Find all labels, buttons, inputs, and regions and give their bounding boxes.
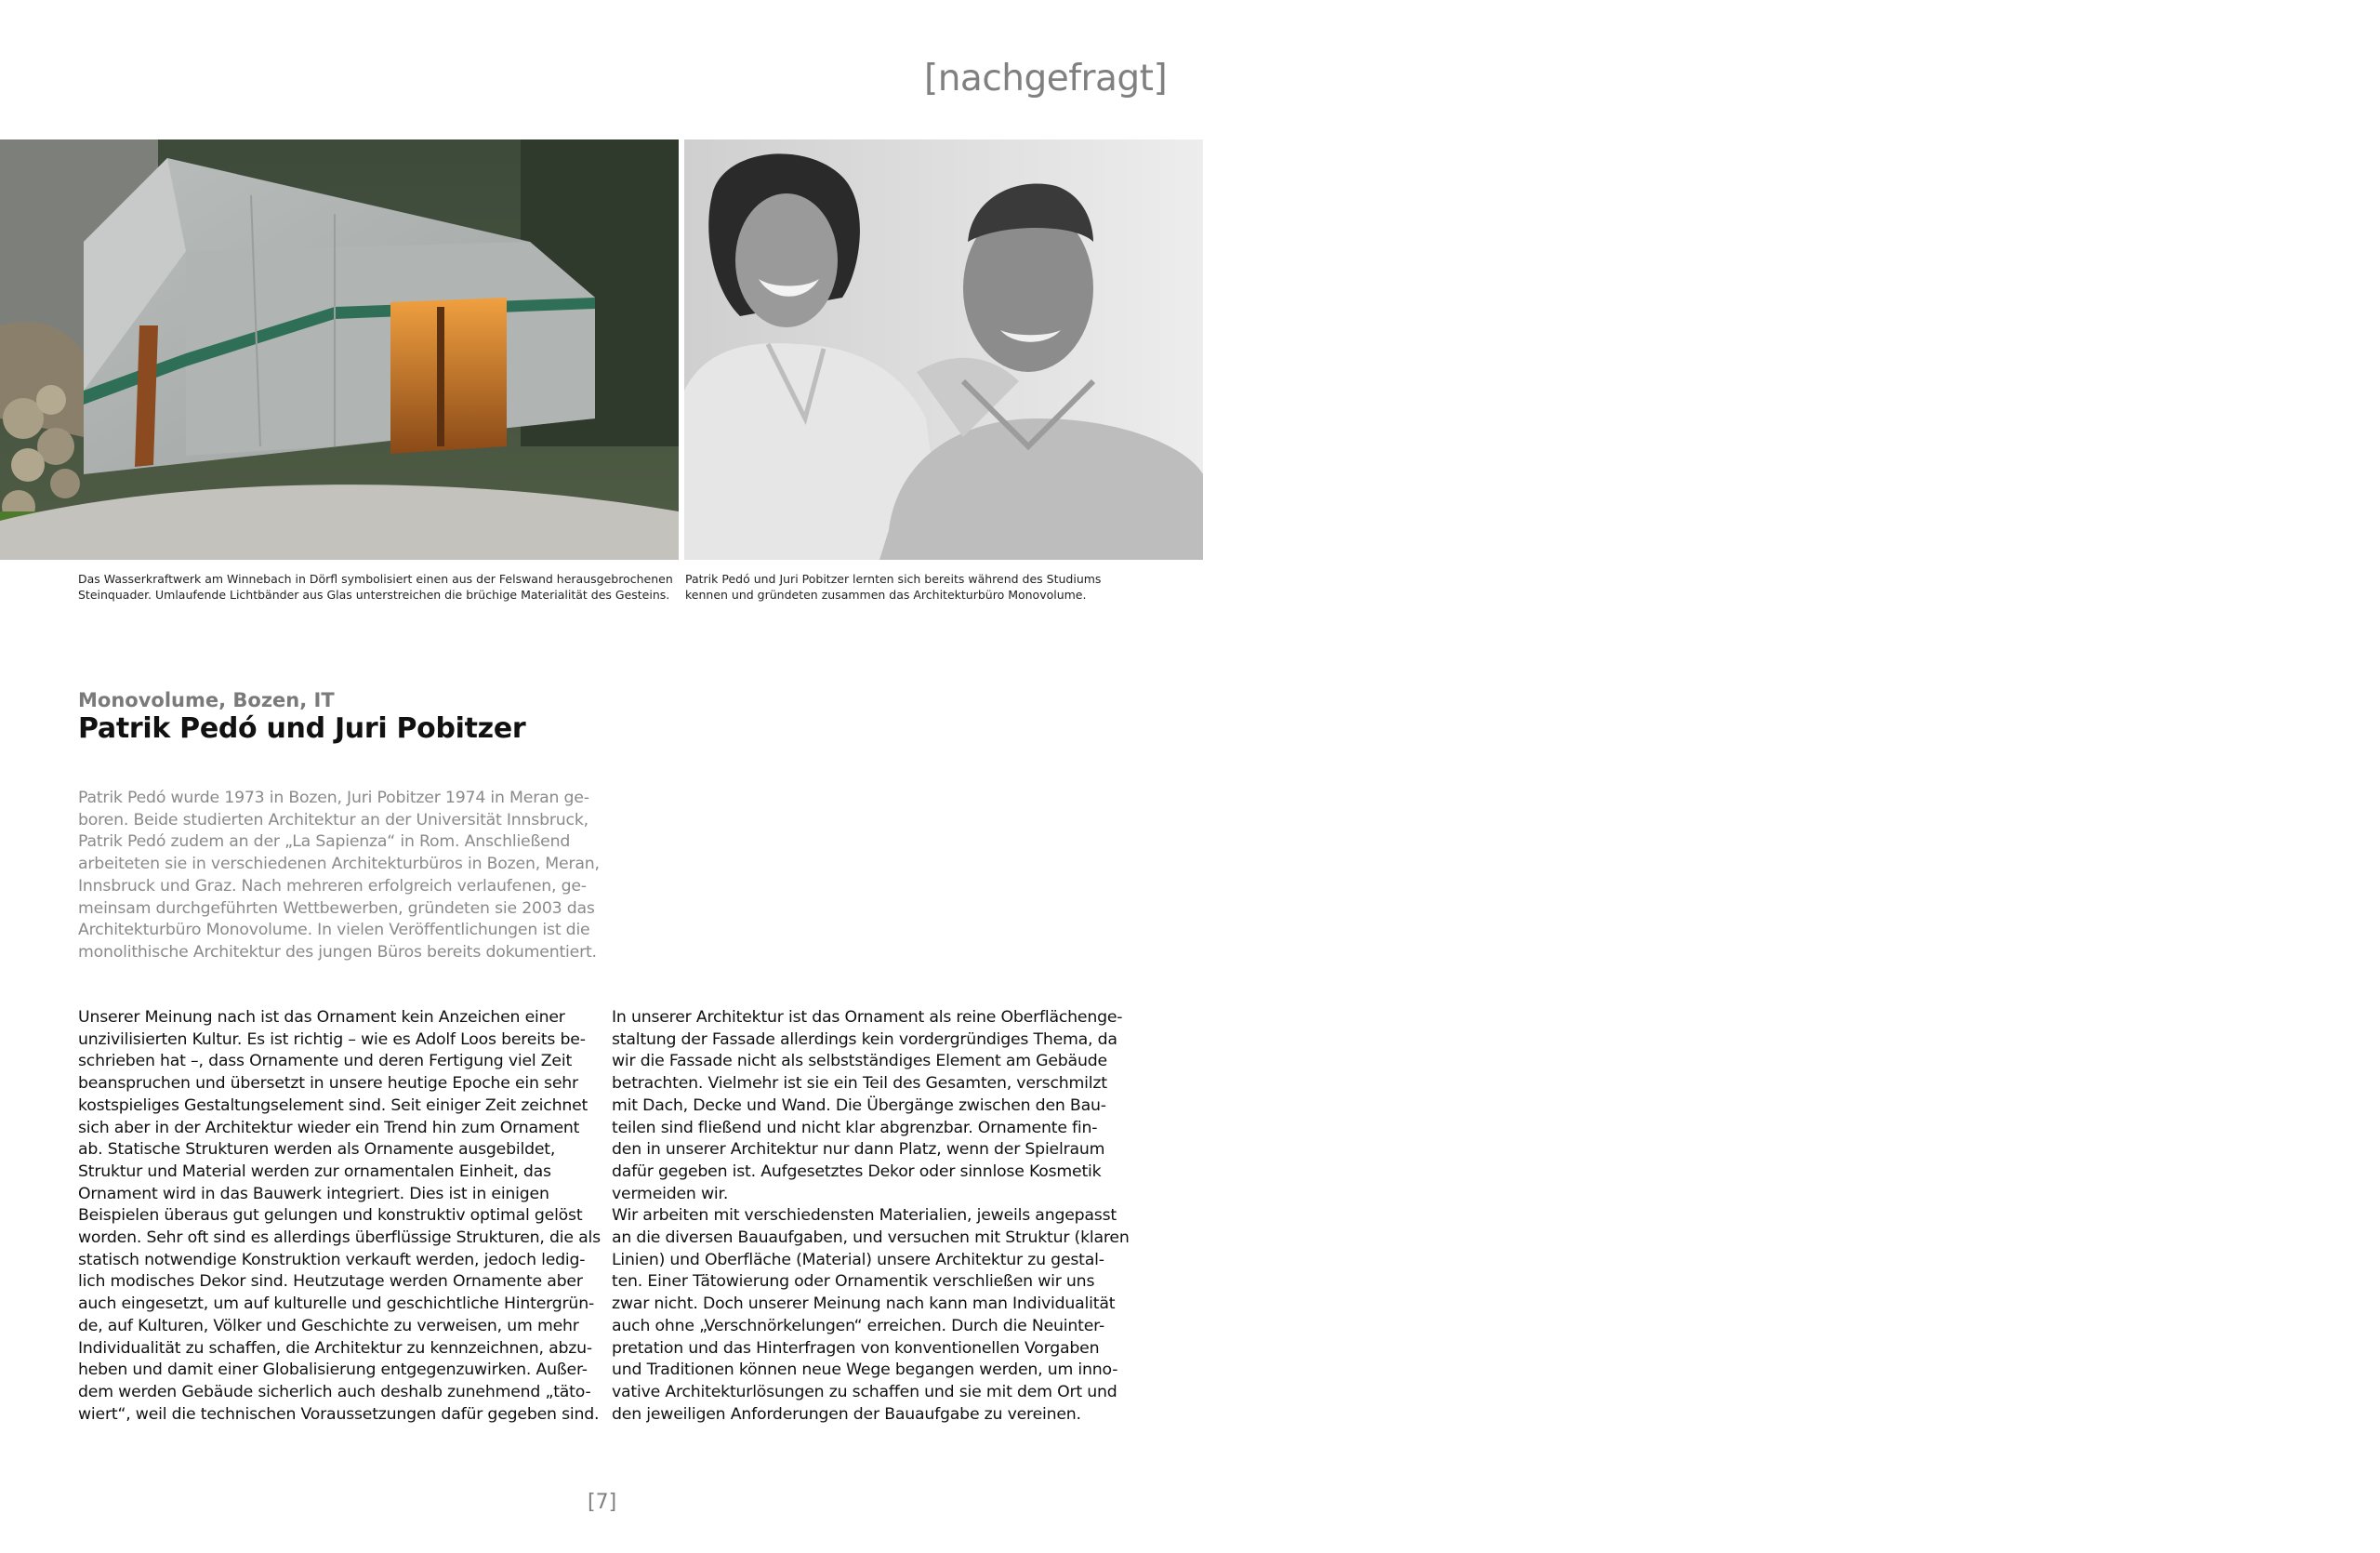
body-line: kostspieliges Gestaltungselement sind. Seit einiger Zeit zeichnet [78,1095,588,1115]
body-line: mit Dach, Decke und Wand. Die Übergänge zwischen den Bau- [612,1095,1106,1115]
body-line: Beispielen überaus gut gelungen und konstruktiv optimal gelöst [78,1206,583,1226]
bio-line: meinsam durchgeführten Wettbewerben, gründeten sie 2003 das [78,898,595,918]
body-line: und Traditionen können neue Wege begangen werden, um inno- [612,1361,1118,1380]
section-tag: [nachgefragt] [924,58,1168,100]
page-number: [7] [588,1491,617,1514]
caption-line: Patrik Pedó und Juri Pobitzer lernten sich bereits während des Studiums [685,572,1102,586]
body-line: statisch notwendige Konstruktion verkauft werden, jedoch ledig- [78,1250,586,1269]
body-line: Individualität zu schaffen, die Architektur zu kennzeichnen, abzu- [78,1338,592,1358]
body-line: vative Architekturlösungen zu schaffen und sie mit dem Ort und [612,1382,1117,1401]
bio-line: boren. Beide studierten Architektur an der Universität Innsbruck, [78,810,588,830]
body-line: Unserer Meinung nach ist das Ornament kein Anzeichen einer [78,1008,565,1027]
body-line: zwar nicht. Doch unserer Meinung nach kann man Individualität [612,1294,1116,1314]
portrait-caption [685,571,1187,603]
body-line: betrachten. Vielmehr ist sie ein Teil des Gesamten, verschmilzt [612,1074,1107,1094]
bio-line: arbeiteten sie in verschiedenen Architekturbüros in Bozen, Meran, [78,855,600,874]
body-line: auch ohne „Verschnörkelungen“ erreichen. Durch die Neuinter- [612,1316,1105,1335]
architects-portrait-photo [684,139,1203,560]
body-line: den in unserer Architektur nur dann Platz, wenn der Spielraum [612,1140,1105,1160]
caption-line: kennen und gründeten zusammen das Architekturbüro Monovolume. [685,588,1087,602]
body-line: schrieben hat –, dass Ornamente und deren Fertigung viel Zeit [78,1052,573,1071]
bio-line: monolithische Architektur des jungen Büros bereits dokumentiert. [78,942,597,962]
body-line: In unserer Architektur ist das Ornament als reine Oberflächenge- [612,1008,1123,1027]
body-line: Wir arbeiten mit verschiedensten Materialien, jeweils angepasst [612,1206,1117,1226]
body-line: dafür gegeben ist. Aufgesetztes Dekor oder sinnlose Kosmetik [612,1161,1102,1181]
bio-line: Architekturbüro Monovolume. In vielen Veröffentlichungen ist die [78,921,590,940]
article-title: Patrik Pedó und Juri Pobitzer [78,712,526,745]
body-column-left [78,1007,599,1426]
caption-line: Steinquader. Umlaufende Lichtbänder aus Glas unterstreichen die brüchige Materialität des Gesteins. [78,588,670,602]
body-line: Struktur und Material werden zur ornamentalen Einheit, das [78,1161,551,1181]
body-line: unzivilisierten Kultur. Es ist richtig – wie es Adolf Loos bereits be- [78,1029,586,1049]
body-line: wir die Fassade nicht als selbstständiges Element am Gebäude [612,1052,1107,1071]
power-station-photo [0,139,679,560]
architects-bio [78,788,599,964]
body-line: pretation und das Hinterfragen von konventionellen Vorgaben [612,1338,1100,1358]
bio-line: Innsbruck und Graz. Nach mehreren erfolgreich verlaufenen, ge- [78,876,587,896]
body-line: beanspruchen und übersetzt in unsere heutige Epoche ein sehr [78,1074,578,1094]
caption-line: Das Wasserkraftwerk am Winnebach in Dörfl symbolisiert einen aus der Felswand herausgebrochenen [78,572,673,586]
body-line: sich aber in der Architektur wieder ein Trend hin zum Ornament [78,1118,580,1137]
body-line: worden. Sehr oft sind es allerdings überflüssige Strukturen, die als [78,1228,601,1248]
body-line: teilen sind fließend und nicht klar abgrenzbar. Ornamente fin- [612,1118,1098,1137]
body-column-right [612,1007,1132,1426]
body-line: staltung der Fassade allerdings kein vordergründiges Thema, da [612,1029,1117,1049]
body-line: Linien) und Oberfläche (Material) unsere Architektur zu gestal- [612,1250,1104,1269]
bio-line: Patrik Pedó zudem an der „La Sapienza“ in Rom. Anschließend [78,832,571,852]
body-line: vermeiden wir. [612,1184,729,1203]
power-station-caption [78,571,673,603]
article-subtitle: Monovolume, Bozen, IT [78,689,335,711]
body-line: ab. Statische Strukturen werden als Ornamente ausgebildet, [78,1140,556,1160]
body-line: dem werden Gebäude sicherlich auch deshalb zunehmend „täto- [78,1382,591,1401]
body-line: heben und damit einer Globalisierung entgegenzuwirken. Außer- [78,1361,588,1380]
body-line: ten. Einer Tätowierung oder Ornamentik verschließen wir uns [612,1272,1095,1292]
body-line: an die diversen Bauaufgaben, und versuchen mit Struktur (klaren [612,1228,1130,1248]
body-line: auch eingesetzt, um auf kulturelle und geschichtliche Hintergrün- [78,1294,594,1314]
body-line: de, auf Kulturen, Völker und Geschichte zu verweisen, um mehr [78,1316,579,1335]
body-line: lich modisches Dekor sind. Heutzutage werden Ornamente aber [78,1272,583,1292]
body-line: Ornament wird in das Bauwerk integriert. Dies ist in einigen [78,1184,549,1203]
bio-line: Patrik Pedó wurde 1973 in Bozen, Juri Pobitzer 1974 in Meran ge- [78,789,589,807]
body-line: wiert“, weil die technischen Voraussetzungen dafür gegeben sind. [78,1404,600,1424]
body-line: den jeweiligen Anforderungen der Bauaufgabe zu vereinen. [612,1404,1081,1424]
